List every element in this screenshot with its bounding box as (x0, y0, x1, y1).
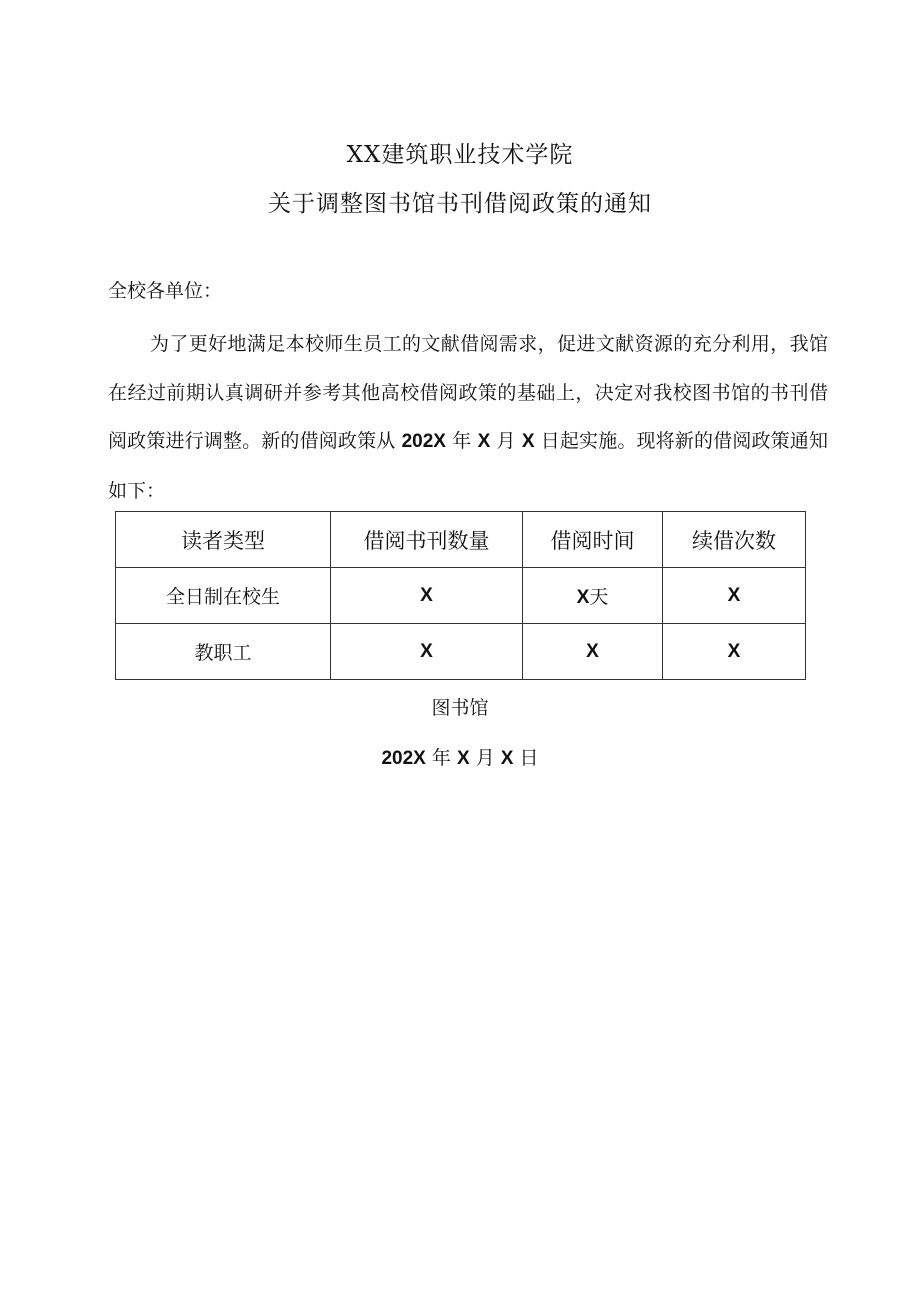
issue-year: 202X (381, 748, 426, 769)
duration-value: X (576, 587, 590, 608)
duration-value: X (586, 641, 599, 662)
cell-quantity (331, 568, 523, 624)
borrowing-policy-table (115, 511, 806, 680)
year-unit: 年 (452, 430, 472, 452)
table-header-row (116, 512, 806, 568)
cell-reader-type: 教职工 (116, 624, 331, 680)
cell-quantity (331, 624, 523, 680)
quantity-value: X (420, 585, 433, 606)
document-title-line1: XX建筑职业技术学院 (346, 142, 574, 168)
issue-date (0, 743, 920, 770)
issuer-name: 图书馆 (431, 697, 489, 719)
cell-duration (523, 624, 663, 680)
issue-month: X (456, 748, 470, 769)
header-borrow-quantity: 借阅书刊数量 (331, 512, 523, 568)
paragraph-text-part2: 日起实施。现将新的借阅政策通知如下： (108, 430, 828, 502)
quantity-value: X (420, 641, 433, 662)
cell-reader-type: 全日制在校生 (116, 568, 331, 624)
header-reader-type: 读者类型 (116, 512, 331, 568)
cell-duration (523, 568, 663, 624)
effective-day: X (521, 431, 535, 452)
issue-day-unit: 日 (519, 747, 539, 769)
table-row (116, 568, 806, 624)
duration-unit: 天 (589, 586, 609, 608)
renewals-value: X (727, 641, 741, 662)
table-row (116, 624, 806, 680)
effective-month: X (477, 431, 491, 452)
effective-year: 202X (401, 431, 446, 452)
renewals-value: X (727, 585, 741, 606)
month-unit: 月 (496, 430, 516, 452)
document-title-line2: 关于调整图书馆书刊借阅政策的通知 (268, 191, 652, 217)
header-renewal-count: 续借次数 (663, 512, 806, 568)
cell-renewals (663, 624, 806, 680)
cell-renewals (663, 568, 806, 624)
issue-day: X (500, 748, 514, 769)
issue-month-unit: 月 (475, 747, 495, 769)
header-borrow-duration: 借阅时间 (523, 512, 663, 568)
issue-year-unit: 年 (431, 747, 451, 769)
paragraph-text-part1: 为了更好地满足本校师生员工的文献借阅需求，促进文献资源的充分利用，我馆在经过前期认真调研并参考其他高校借阅政策的基础上，决定对我校图书馆的书刊借阅政策进行调整。新的借阅政策从 (108, 333, 828, 452)
salutation: 全校各单位： (108, 280, 223, 302)
body-paragraph (108, 320, 828, 515)
